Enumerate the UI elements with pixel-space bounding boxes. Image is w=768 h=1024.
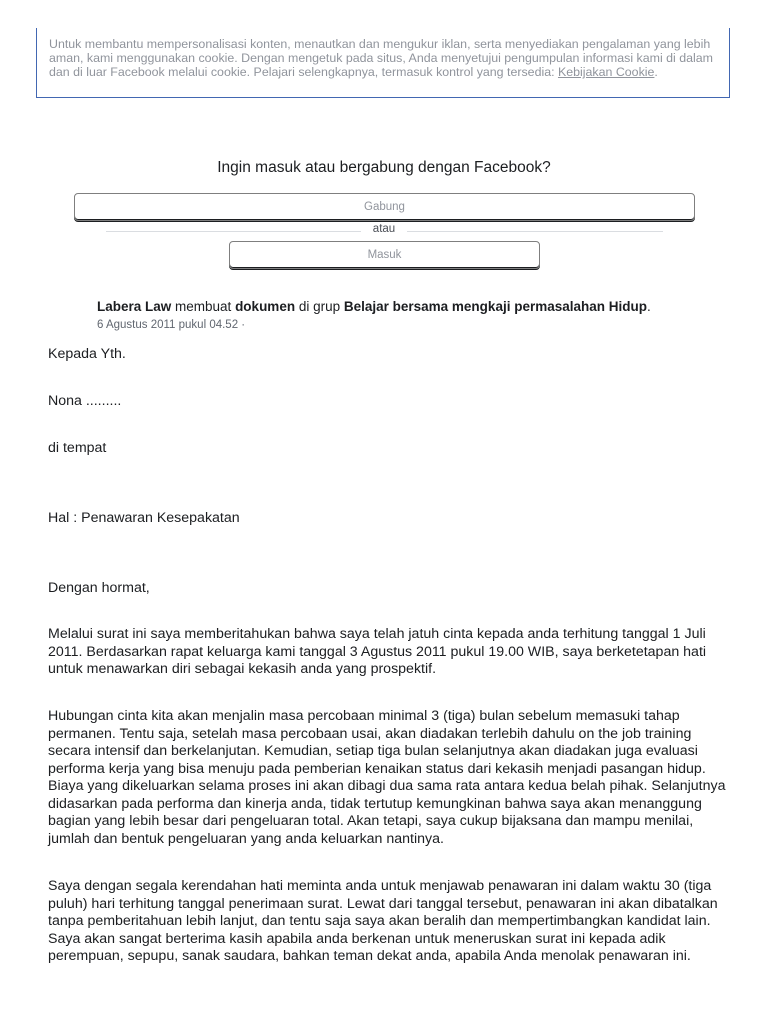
post-header	[97, 299, 651, 314]
letter-subject: Hal : Penawaran Kesepakatan	[48, 510, 240, 526]
or-label: atau	[372, 223, 396, 235]
letter-greeting: Dengan hormat,	[48, 580, 150, 596]
letter-paragraph-1: Melalui surat ini saya memberitahukan bahwa saya telah jatuh cinta kepada anda terhitung tanggal 1 Juli 2011. Berdasarkan rapat keluarga kami tanggal 3 Agustus 2011 pukul 19.00 WIB, saya berketetapan hati untuk menawarkan diri sebagai kekasih anda yang prospektif.	[48, 626, 707, 677]
letter-salutation: Kepada Yth.	[48, 346, 126, 362]
cookie-banner	[36, 28, 730, 98]
login-title: Ingin masuk atau bergabung dengan Facebook?	[217, 159, 551, 176]
post-in-group: di grup	[295, 299, 344, 314]
letter-paragraph-3: Saya dengan segala kerendahan hati meminta anda untuk menjawab penawaran ini dalam waktu 30 (tiga puluh) hari terhitung tanggal penerimaan surat. Lewat dari tanggal tersebut, penawaran ini akan dibatalkan tanpa pemberitahuan lebih lanjut, dan tentu saja saya akan beralih dan mempertimbangkan kandidat lain. Saya akan sangat berterima kasih apabila anda berkenan untuk meneruskan surat ini kepada adik perempuan, sepupu, sanak saudara, bahkan teman dekat anda, apabila Anda menolak penawaran ini.	[48, 878, 718, 964]
join-button[interactable]: Gabung	[74, 193, 695, 221]
login-button[interactable]: Masuk	[229, 241, 540, 269]
cookie-banner-end: .	[654, 65, 658, 79]
letter-location: di tempat	[48, 440, 107, 456]
post-end: .	[646, 299, 651, 314]
cookie-banner-text: Untuk membantu mempersonalisasi konten, menautkan dan mengukur iklan, serta menyediakan pengalaman yang lebih aman, kami menggunakan cookie. Dengan mengetuk pada situs, Anda menyetujui pengumpulan informasi kami di dalam dan di luar Facebook melalui cookie. Pelajari selengkapnya, termasuk kontrol yang tersedia:	[49, 37, 713, 79]
letter-paragraph-2: Hubungan cinta kita akan menjalin masa percobaan minimal 3 (tiga) bulan sebelum memasuki tahap permanen. Tentu saja, setelah masa percobaan usai, akan diadakan terlebih dahulu on the job training secara intensif dan berkelanjutan. Kemudian, setiap tiga bulan selanjutnya akan diadakan juga evaluasi performa kerja yang bisa menuju pada pemberian kenaikan status dari kekasih menjadi pasangan hidup. Biaya yang dikeluarkan selama proses ini akan dibagi dua sama rata antara kedua belah pihak. Selanjutnya didasarkan pada performa dan kinerja anda, tidak tertutup kemungkinan bahwa saya akan menanggung bagian yang lebih besar dari pengeluaran total. Akan tetapi, saya cukup bijaksana dan mampu menilai, jumlah dan bentuk pengeluaran yang anda keluarkan nantinya.	[48, 708, 726, 847]
post-author-link[interactable]: Labera Law	[97, 299, 172, 314]
letter-recipient: Nona .........	[48, 393, 122, 409]
cookie-policy-link[interactable]: Kebijakan Cookie	[557, 65, 655, 79]
post-group-link[interactable]: Belajar bersama mengkaji permasalahan Hidup	[343, 299, 647, 314]
post-verb: membuat	[171, 299, 236, 314]
post-timestamp[interactable]: 6 Agustus 2011 pukul 04.52 ·	[97, 319, 246, 331]
divider-right	[407, 231, 663, 232]
post-object-link[interactable]: dokumen	[235, 299, 296, 314]
divider-left	[106, 231, 361, 232]
